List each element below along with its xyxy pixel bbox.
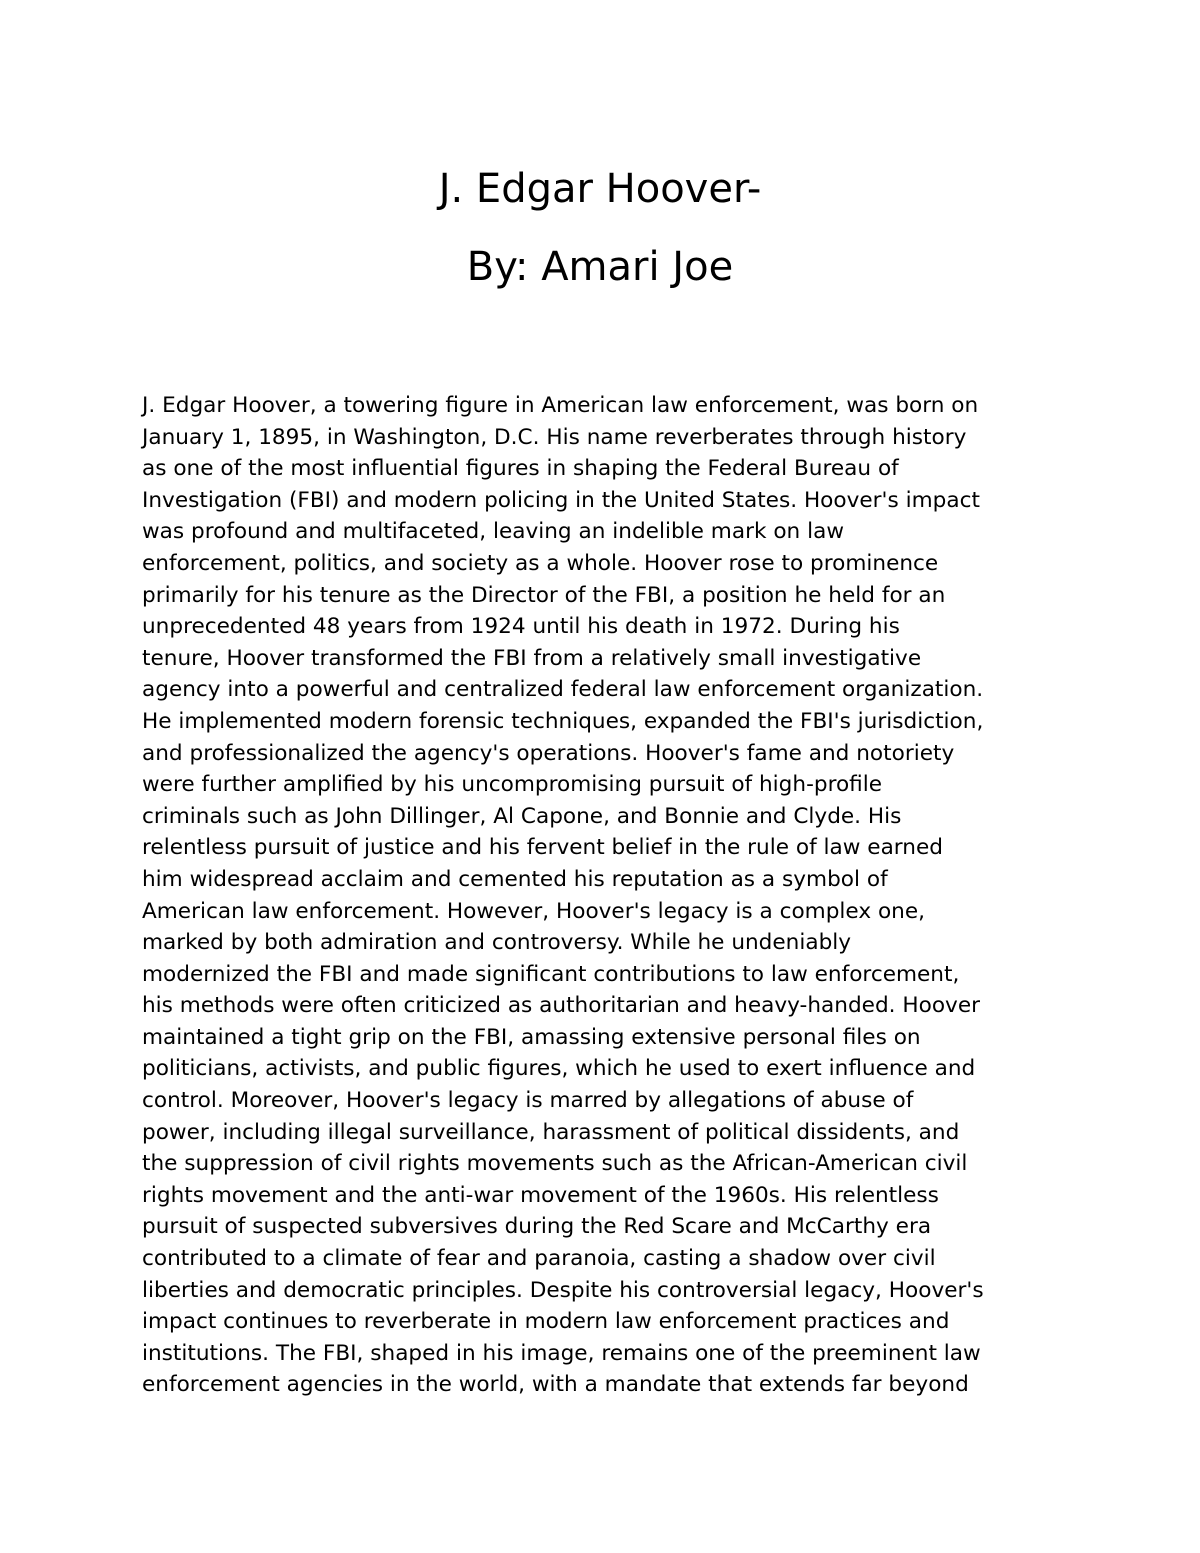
body-text-line: enforcement agencies in the world, with a mandate that extends far beyond xyxy=(142,1372,969,1398)
body-text-line: agency into a powerful and centralized federal law enforcement organization. xyxy=(142,677,984,703)
body-text-line: He implemented modern forensic techniques, expanded the FBI's jurisdiction, xyxy=(142,708,984,734)
body-text-line: contributed to a climate of fear and paranoia, casting a shadow over civil xyxy=(142,1246,936,1272)
body-text-line: pursuit of suspected subversives during the Red Scare and McCarthy era xyxy=(142,1214,932,1240)
body-text-line: politicians, activists, and public figures, which he used to exert influence and xyxy=(142,1056,976,1082)
body-text-line: primarily for his tenure as the Director of the FBI, a position he held for an xyxy=(142,582,946,608)
body-text-line: rights movement and the anti-war movement of the 1960s. His relentless xyxy=(142,1182,939,1208)
title-block xyxy=(0,150,1200,306)
body-text-line: American law enforcement. However, Hoover's legacy is a complex one, xyxy=(142,898,926,924)
body-text-line: power, including illegal surveillance, harassment of political dissidents, and xyxy=(142,1119,960,1145)
body-text-line: control. Moreover, Hoover's legacy is marred by allegations of abuse of xyxy=(142,1088,914,1114)
body-text-line: January 1, 1895, in Washington, D.C. His name reverberates through history xyxy=(142,424,967,450)
body-paragraph xyxy=(142,390,1062,1401)
body-text-line: impact continues to reverberate in modern law enforcement practices and xyxy=(142,1309,950,1335)
body-text-line: liberties and democratic principles. Despite his controversial legacy, Hoover's xyxy=(142,1277,984,1303)
body-text-line: criminals such as John Dillinger, Al Capone, and Bonnie and Clyde. His xyxy=(142,803,902,829)
body-text-line: and professionalized the agency's operations. Hoover's fame and notoriety xyxy=(142,740,955,766)
body-text-line: his methods were often criticized as authoritarian and heavy-handed. Hoover xyxy=(142,993,980,1019)
document-byline: By: Amari Joe xyxy=(466,244,734,290)
body-text-line: relentless pursuit of justice and his fervent belief in the rule of law earned xyxy=(142,835,943,861)
body-text-line: tenure, Hoover transformed the FBI from a relatively small investigative xyxy=(142,645,922,671)
body-text-line: institutions. The FBI, shaped in his image, remains one of the preeminent law xyxy=(142,1340,981,1366)
body-text-line: enforcement, politics, and society as a whole. Hoover rose to prominence xyxy=(142,550,939,576)
body-text-line: as one of the most influential figures in shaping the Federal Bureau of xyxy=(142,456,899,482)
body-text-line: maintained a tight grip on the FBI, amassing extensive personal files on xyxy=(142,1024,921,1050)
body-text-line: were further amplified by his uncompromising pursuit of high-profile xyxy=(142,772,883,798)
document-title: J. Edgar Hoover- xyxy=(438,166,762,212)
body-text-line: unprecedented 48 years from 1924 until his death in 1972. During his xyxy=(142,614,900,640)
body-text-line: modernized the FBI and made significant contributions to law enforcement, xyxy=(142,961,960,987)
body-text-line: him widespread acclaim and cemented his reputation as a symbol of xyxy=(142,866,888,892)
body-text-line: the suppression of civil rights movements such as the African-American civil xyxy=(142,1151,968,1177)
body-text-line: was profound and multifaceted, leaving an indelible mark on law xyxy=(142,519,844,545)
body-text-line: J. Edgar Hoover, a towering figure in American law enforcement, was born on xyxy=(142,393,979,418)
body-text-line: Investigation (FBI) and modern policing in the United States. Hoover's impact xyxy=(142,487,980,513)
body-text-line: marked by both admiration and controversy. While he undeniably xyxy=(142,930,852,956)
